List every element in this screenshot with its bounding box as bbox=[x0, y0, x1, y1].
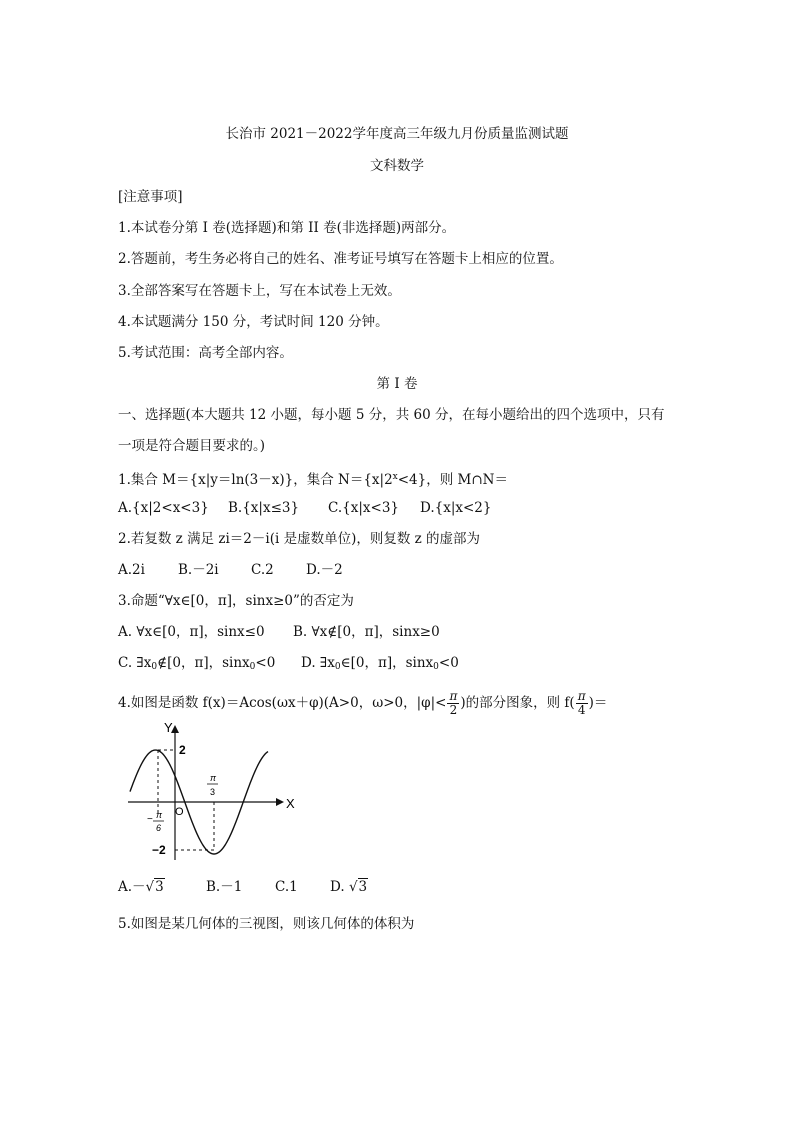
section-instructions-line1: 一、选择题(本大题共 12 小题，每小题 5 分，共 60 分，在每小题给出的四个选项中，只有 bbox=[118, 407, 665, 423]
notes-heading: [注意事项] bbox=[118, 189, 183, 205]
q3-option-b: B. ∀x∉[0，π]，sinx≥0 bbox=[293, 624, 440, 640]
question-3-stem: 3.命题“∀x∈[0，π]，sinx≥0”的否定为 bbox=[118, 593, 354, 609]
exam-title: 长治市 2021－2022学年度高三年级九月份质量监测试题 bbox=[225, 126, 569, 142]
note-item-2: 2.答题前，考生务必将自己的姓名、准考证号填写在答题卡上相应的位置。 bbox=[118, 251, 563, 267]
section-instructions-line2: 一项是符合题目要求的。) bbox=[118, 438, 266, 454]
q1-option-d: D.{x|x<2} bbox=[420, 500, 492, 516]
subject-title: 文科数学 bbox=[370, 158, 424, 174]
q4-option-c: C.1 bbox=[275, 879, 298, 895]
part1-title: 第 I 卷 bbox=[376, 376, 418, 392]
q2-option-b: B.－2i bbox=[178, 562, 219, 578]
pi-third-den: 3 bbox=[210, 787, 216, 797]
q3-option-a: A. ∀x∈[0，π]，sinx≤0 bbox=[118, 624, 265, 640]
q3-option-c: C. $\exists x_0\notin[0$，π]，sinx$_0$<0 bbox=[118, 655, 276, 672]
x-axis-label: X bbox=[286, 796, 295, 811]
y-axis-label: Y bbox=[164, 720, 173, 735]
q1-option-a: A.{x|2<x<3} bbox=[118, 500, 209, 516]
question-4-stem: 4.如图是函数 f(x)＝Acos(ωx＋φ)(A>0，ω>0，|φ|< $\frac{\pi}{2}$ )的部分图象，则 f( $\frac{\pi}{4}$ )＝ bbox=[118, 689, 608, 717]
q1-option-c: C.{x|x<3} bbox=[328, 500, 399, 516]
y-max-label: 2 bbox=[179, 743, 186, 757]
pi-over-2-fraction: $\frac{\pi}{2}$ bbox=[449, 689, 458, 717]
q4-option-d: D. √3 bbox=[330, 879, 368, 895]
pi-over-4-fraction: $\frac{\pi}{4}$ bbox=[577, 689, 586, 717]
note-item-4: 4.本试题满分 150 分，考试时间 120 分钟。 bbox=[118, 314, 389, 330]
question-1-stem: 1.集合 M＝{x|y＝ln(3－x)}，集合 $N=\{x|2^x<4\}$，则 M∩N＝ bbox=[118, 472, 508, 488]
pi-sixth-num: π bbox=[156, 810, 163, 820]
q4-option-b: B.－1 bbox=[206, 879, 243, 895]
q2-option-c: C.2 bbox=[251, 562, 274, 578]
note-item-1: 1.本试卷分第 I 卷(选择题)和第 II 卷(非选择题)两部分。 bbox=[118, 220, 456, 236]
pi-sixth-den: 6 bbox=[156, 823, 162, 833]
x-axis-arrow-icon bbox=[276, 798, 284, 806]
y-min-label: −2 bbox=[152, 843, 166, 857]
cosine-graph-figure bbox=[118, 718, 295, 864]
q4-option-a: A.－√3 bbox=[118, 879, 164, 895]
q3-option-d: D. $\exists x_0\in[0$，π]，sinx$_0$<0 bbox=[301, 655, 459, 672]
q1-option-b: B.{x|x≤3} bbox=[228, 500, 300, 516]
note-item-5: 5.考试范围：高考全部内容。 bbox=[118, 345, 293, 361]
question-5-stem: 5.如图是某几何体的三视图，则该几何体的体积为 bbox=[118, 916, 415, 932]
q2-option-d: D.－2 bbox=[306, 562, 343, 578]
note-item-3: 3.全部答案写在答题卡上，写在本试卷上无效。 bbox=[118, 283, 401, 299]
pi-third-num: π bbox=[210, 773, 217, 783]
q2-option-a: A.2i bbox=[118, 562, 145, 578]
origin-label: O bbox=[175, 806, 184, 818]
question-2-stem: 2.若复数 z 满足 zi＝2－i(i 是虚数单位)，则复数 z 的虚部为 bbox=[118, 531, 481, 547]
neg-sign: − bbox=[147, 814, 153, 825]
